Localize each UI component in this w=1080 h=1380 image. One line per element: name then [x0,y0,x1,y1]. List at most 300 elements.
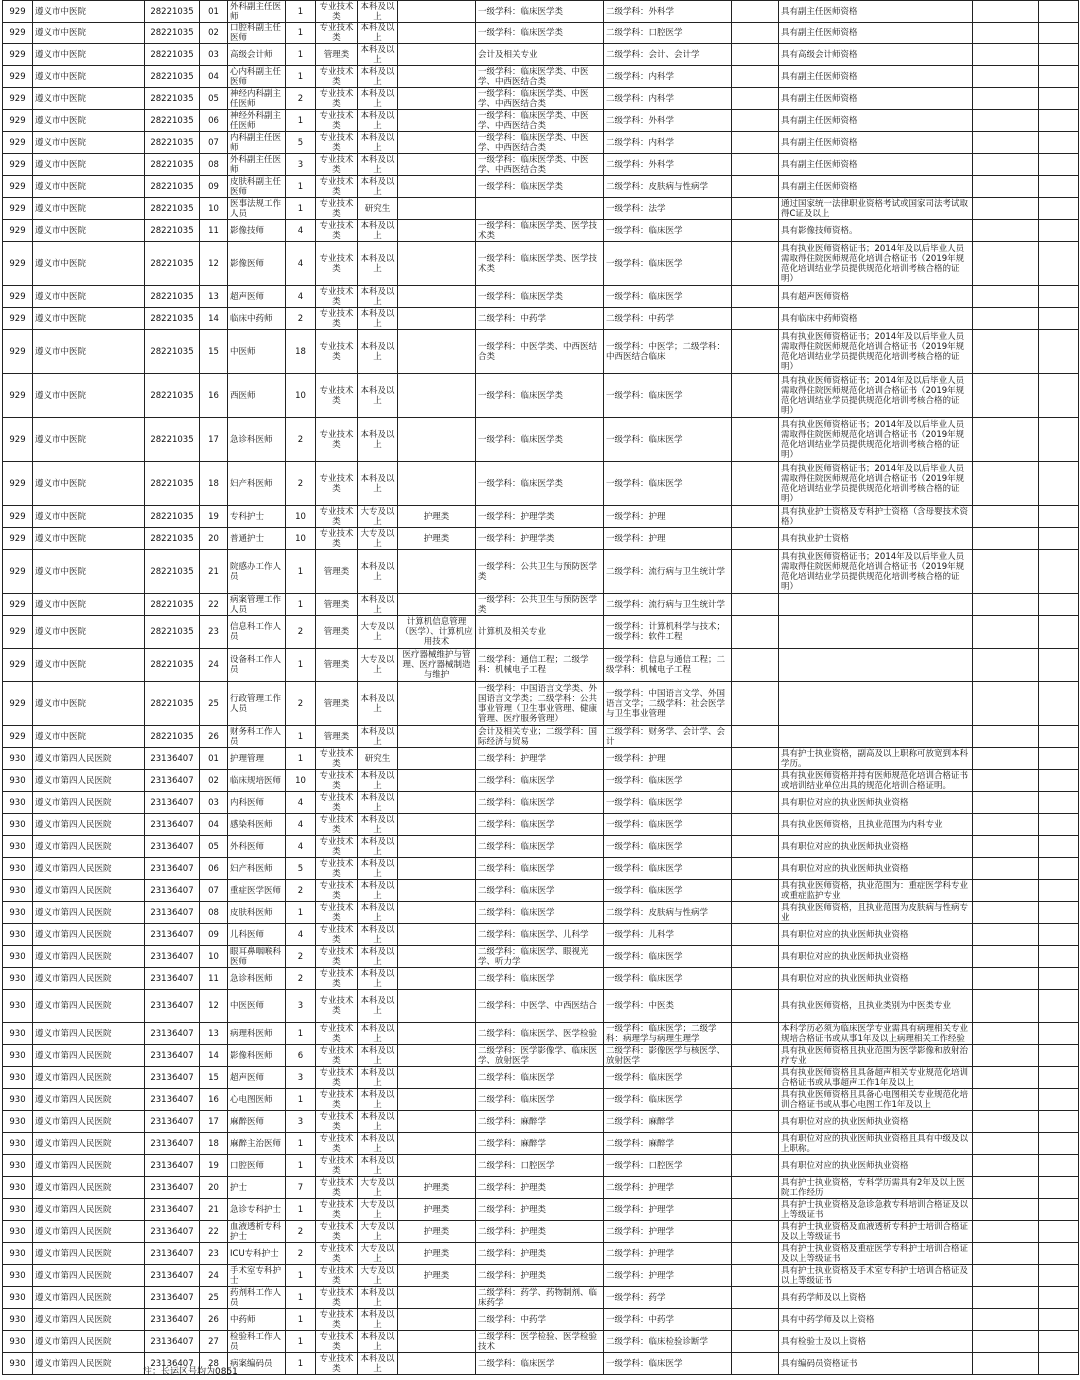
blank-cell [1039,902,1079,924]
table-row [3,1265,1079,1287]
headcount-cell: 2 [286,682,316,726]
unit-code-cell: 930 [3,990,33,1023]
college-major-cell [398,836,476,858]
unit-id-cell: 28221035 [145,726,200,748]
blank-cell [973,1023,1039,1045]
unit-code-cell: 929 [3,726,33,748]
table-row [3,418,1079,462]
category-cell: 专业技术类 [316,176,358,198]
unit-id-cell: 23136407 [145,814,200,836]
blank-cell [1039,649,1079,682]
blank-cell [732,616,779,649]
blank-cell [1039,1243,1079,1265]
category-cell: 专业技术类 [316,748,358,770]
education-cell: 本科及以上 [358,242,398,286]
college-major-cell [398,44,476,66]
unit-name-cell: 遵义市中医院 [33,88,145,110]
education-cell: 本科及以上 [358,23,398,44]
blank-cell [973,1309,1039,1331]
blank-cell [1039,858,1079,880]
unit-id-cell: 28221035 [145,594,200,616]
grad-major-cell: 一级学科：临床医学 [604,880,732,902]
headcount-cell: 1 [286,198,316,220]
college-major-cell [398,110,476,132]
category-cell: 管理类 [316,550,358,594]
blank-cell [1039,66,1079,88]
unit-code-cell: 930 [3,792,33,814]
table-row [3,506,1079,528]
unit-name-cell: 遵义市中医院 [33,198,145,220]
requirement-cell: 具有执业护士资格及专科护士资格（含母婴技术资格） [779,506,973,528]
position-name-cell: 普通护士 [228,528,286,550]
category-cell: 专业技术类 [316,814,358,836]
position-name-cell: 麻醉医师 [228,1111,286,1133]
position-code-cell: 17 [200,418,228,462]
college-major-cell [398,1,476,23]
table-row [3,308,1079,330]
headcount-cell: 4 [286,792,316,814]
blank-cell [732,1133,779,1155]
unit-name-cell: 遵义市中医院 [33,649,145,682]
unit-code-cell: 930 [3,1265,33,1287]
blank-cell [1039,836,1079,858]
grad-major-cell: 二级学科：护理学 [604,1243,732,1265]
category-cell: 专业技术类 [316,1309,358,1331]
headcount-cell: 1 [286,110,316,132]
headcount-cell: 10 [286,528,316,550]
table-row [3,682,1079,726]
requirement-cell: 具有执业医师资格，执业范围为：重症医学科专业或重症监护专业 [779,880,973,902]
unit-id-cell: 23136407 [145,1067,200,1089]
position-code-cell: 17 [200,1111,228,1133]
category-cell: 专业技术类 [316,836,358,858]
blank-cell [732,1089,779,1111]
position-name-cell: 皮肤科副主任医师 [228,176,286,198]
table-row [3,1067,1079,1089]
education-cell: 本科及以上 [358,726,398,748]
college-major-cell [398,330,476,374]
unit-code-cell: 929 [3,616,33,649]
headcount-cell: 4 [286,220,316,242]
grad-major-cell: 一级学科：中医类 [604,990,732,1023]
position-name-cell: 口腔科副主任医师 [228,23,286,44]
unit-id-cell: 28221035 [145,110,200,132]
education-cell: 大专及以上 [358,1221,398,1243]
category-cell: 专业技术类 [316,1331,358,1353]
headcount-cell: 1 [286,1353,316,1375]
college-major-cell [398,462,476,506]
blank-cell [973,220,1039,242]
college-major-cell [398,1287,476,1309]
grad-major-cell: 一级学科：临床医学 [604,1067,732,1089]
blank-cell [973,198,1039,220]
college-major-cell [398,1133,476,1155]
category-cell: 专业技术类 [316,462,358,506]
blank-cell [732,1221,779,1243]
undergrad-major-cell: 二级学科：临床医学、眼视光学、听力学 [476,946,604,968]
undergrad-major-cell: 二级学科：中药学 [476,1309,604,1331]
position-name-cell: 院感办工作人员 [228,550,286,594]
table-row [3,242,1079,286]
category-cell: 专业技术类 [316,1353,358,1375]
grad-major-cell: 一级学科：临床医学 [604,286,732,308]
unit-code-cell: 930 [3,1133,33,1155]
requirement-cell: 具有执业医师资格，且执业范围为皮肤病与性病专业 [779,902,973,924]
table-row [3,1287,1079,1309]
table-row [3,814,1079,836]
education-cell: 大专及以上 [358,649,398,682]
table-row [3,550,1079,594]
blank-cell [973,792,1039,814]
blank-cell [973,1331,1039,1353]
category-cell: 专业技术类 [316,528,358,550]
requirement-cell: 具有副主任医师资格 [779,176,973,198]
blank-cell [973,770,1039,792]
college-major-cell [398,990,476,1023]
education-cell: 本科及以上 [358,220,398,242]
unit-code-cell: 929 [3,550,33,594]
education-cell: 本科及以上 [358,814,398,836]
category-cell: 管理类 [316,594,358,616]
blank-cell [1039,374,1079,418]
position-code-cell: 11 [200,968,228,990]
education-cell: 本科及以上 [358,1287,398,1309]
unit-name-cell: 遵义市中医院 [33,418,145,462]
undergrad-major-cell: 二级学科：护理类 [476,1199,604,1221]
table-row [3,1177,1079,1199]
headcount-cell: 3 [286,1067,316,1089]
requirement-cell: 具有职位对应的执业医师执业资格 [779,946,973,968]
position-code-cell: 06 [200,858,228,880]
unit-name-cell: 遵义市中医院 [33,330,145,374]
table-row [3,1243,1079,1265]
position-name-cell: 高级会计师 [228,44,286,66]
table-row [3,616,1079,649]
unit-name-cell: 遵义市中医院 [33,374,145,418]
unit-name-cell: 遵义市中医院 [33,242,145,286]
grad-major-cell: 二级学科：内科学 [604,132,732,154]
unit-code-cell: 929 [3,154,33,176]
unit-code-cell: 930 [3,1045,33,1067]
unit-id-cell: 23136407 [145,836,200,858]
table-row [3,1331,1079,1353]
position-name-cell: 神经内科副主任医师 [228,88,286,110]
unit-name-cell: 遵义市第四人民医院 [33,858,145,880]
blank-cell [732,286,779,308]
unit-id-cell: 23136407 [145,1177,200,1199]
table-row [3,66,1079,88]
category-cell: 专业技术类 [316,88,358,110]
position-code-cell: 09 [200,924,228,946]
college-major-cell: 医疗器械维护与管理、医疗器械制造与维护 [398,649,476,682]
blank-cell [973,44,1039,66]
college-major-cell: 护理类 [398,528,476,550]
unit-code-cell: 930 [3,1221,33,1243]
blank-cell [1039,1111,1079,1133]
blank-cell [1039,968,1079,990]
blank-cell [1039,1287,1079,1309]
position-code-cell: 13 [200,1023,228,1045]
position-name-cell: 临床中药师 [228,308,286,330]
unit-name-cell: 遵义市第四人民医院 [33,1287,145,1309]
blank-cell [732,1155,779,1177]
blank-cell [973,902,1039,924]
position-name-cell: 神经外科副主任医师 [228,110,286,132]
undergrad-major-cell: 一级学科：护理学类 [476,528,604,550]
unit-id-cell: 28221035 [145,154,200,176]
blank-cell [732,1265,779,1287]
unit-id-cell: 23136407 [145,1155,200,1177]
grad-major-cell: 二级学科：影像医学与核医学、放射医学 [604,1045,732,1067]
requirement-cell: 具有职位对应的执业医师执业资格 [779,924,973,946]
unit-name-cell: 遵义市中医院 [33,550,145,594]
undergrad-major-cell: 二级学科：临床医学 [476,814,604,836]
blank-cell [732,594,779,616]
position-name-cell: 行政管理工作人员 [228,682,286,726]
table-row [3,374,1079,418]
education-cell: 大专及以上 [358,528,398,550]
position-code-cell: 04 [200,66,228,88]
position-code-cell: 09 [200,176,228,198]
category-cell: 专业技术类 [316,1045,358,1067]
blank-cell [973,1177,1039,1199]
table-row [3,1023,1079,1045]
position-code-cell: 21 [200,1199,228,1221]
position-name-cell: 外科副主任医师 [228,154,286,176]
requirement-cell: 具有执业医师资格且具备心电图相关专业规范化培训合格证书或从事心电图工作1年及以上 [779,1089,973,1111]
education-cell: 本科及以上 [358,792,398,814]
position-code-cell: 14 [200,308,228,330]
blank-cell [1039,242,1079,286]
education-cell: 大专及以上 [358,1177,398,1199]
blank-cell [732,550,779,594]
unit-id-cell: 28221035 [145,330,200,374]
category-cell: 专业技术类 [316,770,358,792]
unit-name-cell: 遵义市中医院 [33,528,145,550]
unit-id-cell: 23136407 [145,1309,200,1331]
blank-cell [973,23,1039,44]
grad-major-cell: 二级学科：皮肤病与性病学 [604,902,732,924]
undergrad-major-cell: 二级学科：护理类 [476,1243,604,1265]
position-code-cell: 24 [200,649,228,682]
grad-major-cell: 一级学科：临床医学 [604,418,732,462]
unit-name-cell: 遵义市中医院 [33,286,145,308]
blank-cell [732,506,779,528]
undergrad-major-cell: 会计及相关专业；二级学科：国际经济与贸易 [476,726,604,748]
grad-major-cell: 一级学科：临床医学 [604,242,732,286]
blank-cell [732,792,779,814]
headcount-cell: 6 [286,1045,316,1067]
undergrad-major-cell: 一级学科：临床医学类、医学技术类 [476,242,604,286]
unit-id-cell: 28221035 [145,462,200,506]
unit-code-cell: 929 [3,682,33,726]
headcount-cell: 3 [286,990,316,1023]
unit-code-cell: 930 [3,880,33,902]
college-major-cell [398,1155,476,1177]
education-cell: 本科及以上 [358,682,398,726]
blank-cell [1039,726,1079,748]
blank-cell [973,308,1039,330]
unit-code-cell: 929 [3,330,33,374]
college-major-cell [398,66,476,88]
position-code-cell: 15 [200,330,228,374]
requirement-cell [779,726,973,748]
blank-cell [732,1067,779,1089]
unit-name-cell: 遵义市第四人民医院 [33,968,145,990]
blank-cell [1039,1177,1079,1199]
position-name-cell: 设备科工作人员 [228,649,286,682]
grad-major-cell: 二级学科：护理学 [604,1265,732,1287]
table-row [3,220,1079,242]
college-major-cell: 护理类 [398,1265,476,1287]
education-cell: 本科及以上 [358,550,398,594]
education-cell: 本科及以上 [358,1023,398,1045]
requirement-cell: 本科学历必须为临床医学专业需具有病理相关专业规培合格证书或从事1年及以上病理相关工作经验 [779,1023,973,1045]
table-row [3,792,1079,814]
unit-name-cell: 遵义市第四人民医院 [33,990,145,1023]
education-cell: 本科及以上 [358,418,398,462]
education-cell: 本科及以上 [358,594,398,616]
position-name-cell: 病理科医师 [228,1023,286,1045]
unit-id-cell: 23136407 [145,968,200,990]
undergrad-major-cell: 二级学科：麻醉学 [476,1111,604,1133]
education-cell: 本科及以上 [358,374,398,418]
requirement-cell: 具有护士执业资格及血液透析专科护士培训合格证及以上等级证书 [779,1221,973,1243]
grad-major-cell: 一级学科：儿科学 [604,924,732,946]
grad-major-cell: 一级学科：中国语言文学、外国语言文学；二级学科：社会医学与卫生事业管理 [604,682,732,726]
undergrad-major-cell: 二级学科：护理类 [476,1265,604,1287]
position-code-cell: 19 [200,1155,228,1177]
blank-cell [1039,528,1079,550]
unit-code-cell: 930 [3,902,33,924]
position-name-cell: 影像技师 [228,220,286,242]
college-major-cell [398,154,476,176]
category-cell: 管理类 [316,682,358,726]
unit-id-cell: 28221035 [145,286,200,308]
unit-code-cell: 929 [3,220,33,242]
blank-cell [973,616,1039,649]
requirement-cell: 具有副主任医师资格 [779,154,973,176]
blank-cell [732,1287,779,1309]
unit-code-cell: 930 [3,1089,33,1111]
unit-id-cell: 28221035 [145,220,200,242]
table-row [3,770,1079,792]
position-code-cell: 03 [200,44,228,66]
category-cell: 管理类 [316,616,358,649]
requirement-cell [779,682,973,726]
table-row [3,110,1079,132]
grad-major-cell: 一级学科：临床医学 [604,836,732,858]
blank-cell [732,990,779,1023]
blank-cell [973,858,1039,880]
position-name-cell: 西医师 [228,374,286,418]
unit-id-cell: 23136407 [145,1287,200,1309]
category-cell: 专业技术类 [316,198,358,220]
unit-id-cell: 23136407 [145,1221,200,1243]
college-major-cell: 护理类 [398,506,476,528]
position-name-cell: 护士 [228,1177,286,1199]
category-cell: 专业技术类 [316,946,358,968]
position-name-cell: 专科护士 [228,506,286,528]
grad-major-cell: 二级学科：护理学 [604,1221,732,1243]
undergrad-major-cell: 二级学科：临床医学 [476,1089,604,1111]
blank-cell [732,1177,779,1199]
undergrad-major-cell: 二级学科：中药学 [476,308,604,330]
education-cell: 本科及以上 [358,1155,398,1177]
grad-major-cell: 二级学科：麻醉学 [604,1133,732,1155]
unit-name-cell: 遵义市第四人民医院 [33,1111,145,1133]
college-major-cell: 计算机信息管理（医学）、计算机应用技术 [398,616,476,649]
category-cell: 专业技术类 [316,506,358,528]
headcount-cell: 2 [286,462,316,506]
headcount-cell: 1 [286,902,316,924]
table-row [3,1133,1079,1155]
unit-code-cell: 930 [3,1155,33,1177]
college-major-cell [398,682,476,726]
blank-cell [732,242,779,286]
headcount-cell: 1 [286,1309,316,1331]
education-cell: 本科及以上 [358,44,398,66]
grad-major-cell: 二级学科：会计、会计学 [604,44,732,66]
headcount-cell: 5 [286,132,316,154]
position-code-cell: 18 [200,462,228,506]
category-cell: 专业技术类 [316,1177,358,1199]
undergrad-major-cell: 二级学科：临床医学 [476,770,604,792]
grad-major-cell: 二级学科：中药学 [604,308,732,330]
blank-cell [732,132,779,154]
unit-id-cell: 28221035 [145,66,200,88]
unit-id-cell: 28221035 [145,23,200,44]
education-cell: 本科及以上 [358,1045,398,1067]
position-name-cell: 药剂科工作人员 [228,1287,286,1309]
blank-cell [1039,1133,1079,1155]
blank-cell [973,176,1039,198]
requirement-cell: 具有编码员资格证书 [779,1353,973,1375]
blank-cell [732,1,779,23]
requirement-cell [779,616,973,649]
unit-name-cell: 遵义市第四人民医院 [33,792,145,814]
unit-name-cell: 遵义市第四人民医院 [33,1023,145,1045]
category-cell: 专业技术类 [316,242,358,286]
position-name-cell: 中药师 [228,1309,286,1331]
headcount-cell: 1 [286,594,316,616]
requirement-cell [779,594,973,616]
blank-cell [1039,1265,1079,1287]
unit-name-cell: 遵义市第四人民医院 [33,1045,145,1067]
unit-id-cell: 28221035 [145,44,200,66]
blank-cell [1039,176,1079,198]
unit-name-cell: 遵义市中医院 [33,176,145,198]
unit-code-cell: 930 [3,1199,33,1221]
college-major-cell: 护理类 [398,1177,476,1199]
unit-id-cell: 23136407 [145,770,200,792]
headcount-cell: 10 [286,374,316,418]
position-code-cell: 22 [200,594,228,616]
blank-cell [732,528,779,550]
college-major-cell [398,748,476,770]
unit-code-cell: 930 [3,1111,33,1133]
requirement-cell: 具有副主任医师资格 [779,1,973,23]
headcount-cell: 2 [286,946,316,968]
unit-code-cell: 929 [3,198,33,220]
headcount-cell: 10 [286,770,316,792]
requirement-cell: 具有执业医师资格证书；2014年及以后毕业人员需取得住院医师规范化培训合格证书（2019年规范化培训结业学员提供规范化培训考核合格的证明） [779,374,973,418]
unit-id-cell: 23136407 [145,1089,200,1111]
position-code-cell: 07 [200,880,228,902]
unit-name-cell: 遵义市第四人民医院 [33,1133,145,1155]
grad-major-cell: 二级学科：外科学 [604,110,732,132]
grad-major-cell: 一级学科：临床医学；二级学科：病理学与病理生理学 [604,1023,732,1045]
